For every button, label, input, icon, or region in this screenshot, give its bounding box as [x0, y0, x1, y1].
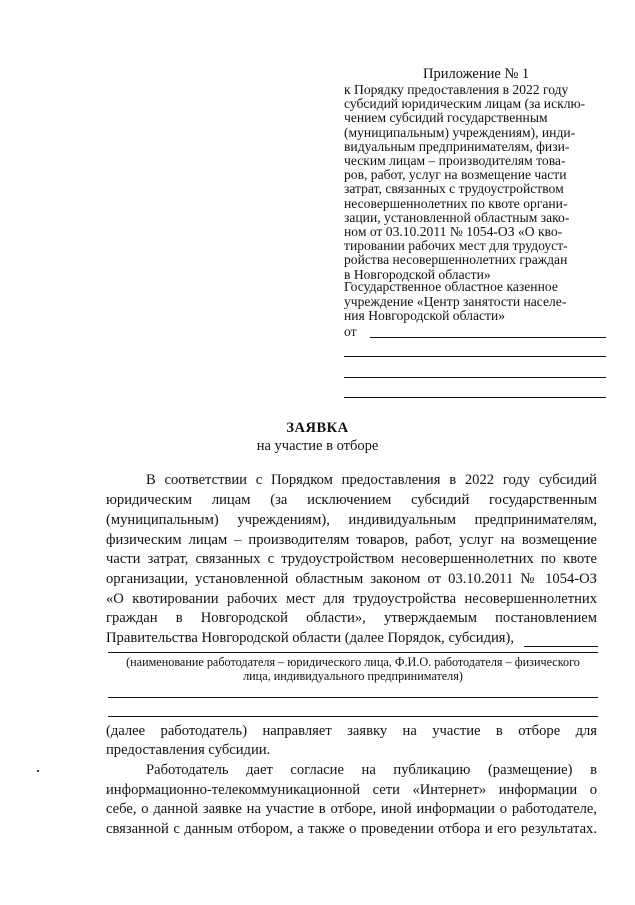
appendix-line: (муниципальным) учреждениям), инди- — [344, 124, 576, 140]
appendix-line: тировании рабочих мест для трудоуст- — [344, 238, 568, 254]
sender-blank-line[interactable] — [344, 377, 606, 378]
appendix-line: чением субсидий государственным — [344, 110, 548, 126]
employer-name-line[interactable] — [108, 652, 598, 653]
paragraph-line: предоставления субсидии. — [106, 742, 271, 758]
paragraph-line: физическим лицам – производителям товаров, работ, услуг на возмещение — [106, 532, 597, 548]
field-caption — [108, 655, 598, 683]
paragraph-line: организации, установленной областным законом от 03.10.2011 № 1054-ОЗ — [106, 571, 597, 587]
caption-line: лица, индивидуального предпринимателя) — [243, 669, 463, 683]
appendix-line: ров, работ, услуг на возмещение части — [344, 167, 567, 183]
paragraph-line: информационно-телекоммуникационной сети «Интернет» информации о — [106, 782, 597, 798]
from-label: от — [344, 324, 357, 339]
appendix-line: несовершеннолетних по квоте органи- — [344, 195, 568, 211]
appendix-line: к Порядку предоставления в 2022 году — [344, 82, 569, 97]
paragraph-line: граждан в Новгородской области», утверждаемым постановлением — [106, 610, 597, 626]
sender-blank-line[interactable] — [344, 397, 606, 398]
appendix-line: в Новгородской области» — [344, 266, 491, 282]
employer-blank-line[interactable] — [524, 646, 598, 647]
caption-line: (наименование работодателя – юридического лица, Ф.И.О. работодателя – физического — [126, 655, 580, 669]
scan-speck — [37, 770, 39, 772]
from-row — [344, 323, 606, 340]
appendix-reference — [344, 83, 606, 282]
appendix-line: видуальным предпринимателям, физи- — [344, 138, 570, 154]
paragraph-line: юридическим лицам (за исключением субсидий государственным — [106, 492, 597, 508]
appendix-line: ройства несовершеннолетних граждан — [344, 252, 568, 268]
paragraph-line: Работодатель дает согласие на публикацию (размещение) в — [146, 762, 597, 778]
paragraph-line: «О квотировании рабочих мест для трудоустройства несовершеннолетних — [106, 591, 597, 607]
paragraph-line: себе, о данной заявке на участие в отборе, иной информации о работодателе, — [106, 801, 597, 817]
appendix-line: ческим лицам – производителям това- — [344, 153, 566, 169]
appendix-line: затрат, связанных с трудоустройством — [344, 181, 564, 197]
addressee-line: ния Новгородской области» — [344, 308, 506, 324]
sender-blank-line[interactable] — [344, 356, 606, 357]
paragraph-line: (муниципальным) учреждениям), индивидуальным предпринимателям, — [106, 512, 597, 528]
from-blank-line[interactable] — [370, 337, 606, 338]
document-title: ЗАЯВКА — [286, 420, 349, 436]
appendix-line: субсидий юридическим лицам (за исклю- — [344, 96, 586, 112]
paragraph-line: (далее работодатель) направляет заявку на участие в отборе для — [106, 723, 597, 739]
paragraph-line: Правительства Новгородской области (далее Порядок, субсидия), — [106, 630, 515, 646]
appendix-title: Приложение № 1 — [423, 66, 530, 82]
employer-name-line[interactable] — [108, 697, 598, 698]
document-subtitle: на участие в отборе — [256, 438, 379, 454]
paragraph-line: части затрат, связанных с трудоустройством несовершеннолетних по квоте — [106, 551, 597, 567]
addressee-line: учреждение «Центр занятости населе- — [344, 293, 567, 309]
addressee-block — [344, 280, 606, 324]
paragraph-line: В соответствии с Порядком предоставления в 2022 году субсидий — [146, 472, 597, 488]
employer-name-line[interactable] — [108, 716, 598, 717]
paragraph-line: связанной с данным отбором, а также о проведении отбора и его результатах. — [106, 821, 597, 837]
appendix-line: зации, установленной областным зако- — [344, 209, 570, 225]
addressee-line: Государственное областное казенное — [344, 279, 558, 294]
appendix-line: ном от 03.10.2011 № 1054-ОЗ «О кво- — [344, 224, 563, 240]
